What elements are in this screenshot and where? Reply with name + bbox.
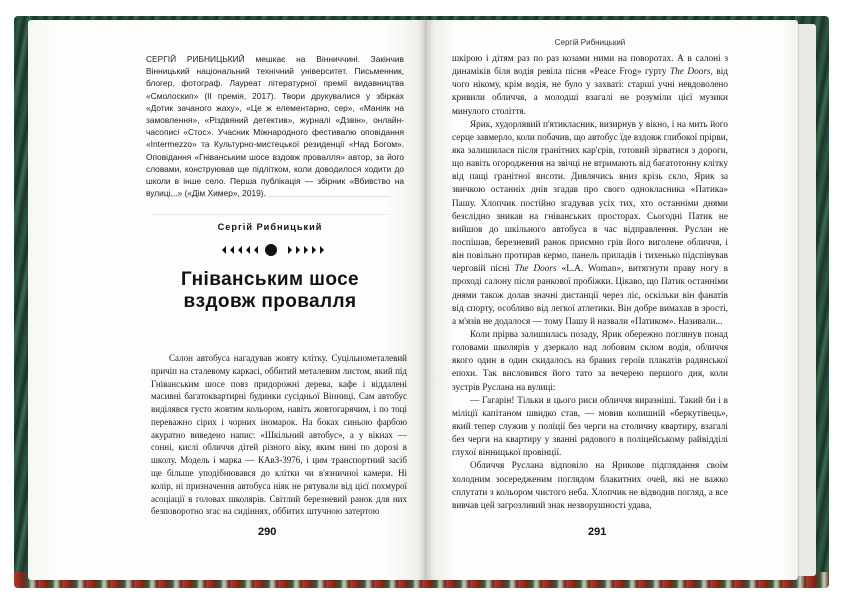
right-paragraph-3: Коли прірва залишилась позаду, Ярик обережно поглянув понад головами школярів у дзеркало над лобовим склом водія, обличчя якого один в один скидалось на бравих героїв плакатів радянської епохи. Так висловився його тато за вечерею першого дня, коли зустрів Руслана на вулиці: [452, 329, 728, 393]
right-paragraph-2-text: Ярик, худорлявий п'ятикласник, визирнув у вікно, і на мить його серце завмерло, коли побачив, що автобус їде вздовж глибокої прірви, яка залишилася після гранітних кар'єрів, готовий зірватися з дороги, що навіть огородження на звічці не втримають від багатотонну клітку від пащі гранітної висоти. Дивлячись вниз крізь скло, Ярик за звичкою останніх днів згадав про свого однокласника «Патика» Пашу. Хлопчик постійно згадував усіх тих, хто останніми днями безслідно зникав на гніванських просторах. Сьогодні Патик не вийшов до шкільного автобуса в час відправлення. Руслан не поспішав, березневий ранок приємно грів його виголене обличчя, і він повільно протирав кермо, панель приладів і тихенько підспівував черговій пісні [452, 119, 728, 275]
story-title-line-2: вздовж провалля [183, 291, 357, 312]
right-paragraph-1-text: шкірою і дітям раз по раз козами ними на поворотах. А в салоні з динаміків біля водія ревіла пісня «Peace Frog» гурту [452, 54, 728, 78]
running-head: Сергій Рибницький [554, 38, 626, 47]
story-title [150, 269, 390, 313]
right-paragraph-1-italic: The Doors [670, 67, 711, 78]
page-edges [798, 24, 816, 576]
show-through-decoration [150, 214, 390, 215]
right-paragraph-4: — Гагарін! Тільки в цього риси обличчя виразніші. Такий би і в міліції капітаном швидко став, — мовив колишній «беркутівець», який тепер служив у поліції без черги на столичну квартиру, взагалі без черги на квартиру у званні рядового в поліцейському райвідділі глухої вінницької провінції. [452, 395, 728, 459]
author-bio-text: СЕРГІЙ РИБНИЦЬКИЙ мешкає на Вінниччині. Закінчив Вінницький національний технічний університет. Письменник, блогер, фотограф. Лауреат літературної премії видавництва «Смолоскип» (ІІ премія, 2017). Твори друкувалися у збірках «Дотик зачаного жаху», «Це ж елементарно, сер», «Маніяк на замовлення», «Різдвяний детектив», журналі «Дзвін», онлайн-часописі «Стос». Учасник Міжнародного фестивалю оповідання «Intermezzo» та Культурно-мистецької резиденції «Над Богом». Оповідання «Гніванським шосе вздовж провалля» автор, за його словами, конструював ще підлітком, коли доводилося ходити до школи в інше село. Перша публікація — збірник «Вбивство на вулиці...» («Дім Химер», 2019). [146, 54, 404, 199]
right-paragraph-5: Обличчя Руслана відповіло на Ярикове підглядання своїм холодним зосередженим поглядом блакитних очей, які не важко сплутати з кольором чистого неба. Хлопчик не відводив погляд, а все вивчав цей загрозливий знак незворушності удава, [452, 461, 728, 511]
story-author: Сергій Рибницький [217, 222, 323, 232]
left-paragraph: Салон автобуса нагадував жовту клітку. Суцільнометалевий причіп на сталевому каркасі, оббитий металевим листом, який під Гніванським шосе повз придорожні дерева, кафе і віддалені масивні багатоквартирні будинки сусідньої Вінниці. Сам автобус виділявся густо жовтим кольором, навіть жовтогарячим, і по тоці переважно сірих і чорних іномарок. На боках синьою фарбою акуратно виведено напис: «Шкільний автобус», а у вікнах — сонні, кислі обличчя дітей різного віку, яким нині по дорозі в школу. Модель і марка — КАвЗ-3976, і цим транспортний засіб ще більше уподібнювався до клітки чи в'язничної камери. Ні колір, ні призначення автобуса ніяк не рятували від цієї похмурої асоціації в головах школярів. Світлий березневий ранок для них безповоротно згас на сидіннях, оббитих штучною затертою [151, 353, 407, 517]
right-paragraph-2-italic: The Doors [514, 264, 557, 275]
page-number-right: 291 [588, 526, 607, 538]
story-title-line-1: Гніванським шосе [180, 269, 360, 290]
right-paragraph-2 [452, 119, 728, 329]
right-paragraph-1-end: , від чого нікому, крім водія, не було у захваті: старші учні невдоволено кривили обличчя, а молодші взагалі не розуміли цієї музики минулого століття. [452, 67, 729, 117]
author-bio [146, 53, 404, 199]
ornament-divider [216, 243, 326, 257]
right-page-body [452, 53, 728, 513]
page-number-left: 290 [258, 526, 277, 538]
book-gutter [418, 20, 434, 580]
left-page-body [151, 352, 407, 518]
right-paragraph-2-mid: «L.A. Woman», витягнути праву ногу в проході салону після ранкової пробіжки. Цікаво, що Патик останніми днями також долав значні дистанції через ліс, оскільки він фанатів від спорту, особливо від легкої атлетики. Він добре вимахав в зрості, а м'язів не додалося — тому Пашу й назвали «Патиком». Називали... [452, 264, 728, 327]
right-paragraph-1 [452, 53, 728, 119]
